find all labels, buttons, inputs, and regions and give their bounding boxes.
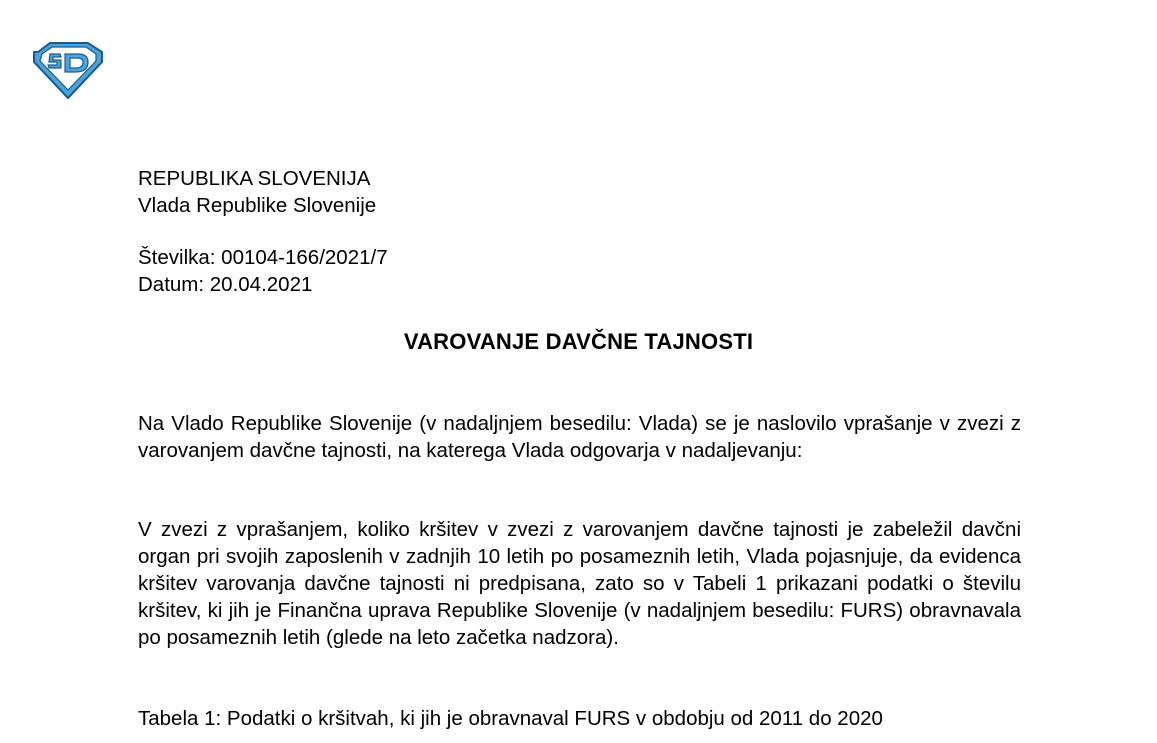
republic-name: REPUBLIKA SLOVENIJA <box>138 167 371 190</box>
document-number: Številka: 00104-166/2021/7 <box>138 246 388 269</box>
document-date: Datum: 20.04.2021 <box>138 273 313 296</box>
sd-diamond-logo-icon <box>30 40 106 100</box>
header-block <box>138 165 376 219</box>
sd-logo <box>30 40 106 100</box>
paragraph-intro: Na Vlado Republike Slovenije (v nadaljnjem besedilu: Vlada) se je naslovilo vprašanje v zvezi z varovanjem davčne tajnosti, na katerega Vlada odgovarja v nadaljevanju: <box>138 412 1021 462</box>
government-name: Vlada Republike Slovenije <box>138 194 377 217</box>
document-title: VAROVANJE DAVČNE TAJNOSTI <box>403 329 754 354</box>
paragraph-answer: V zvezi z vprašanjem, koliko kršitev v zvezi z varovanjem davčne tajnosti je zabeležil davčni organ pri svojih zaposlenih v zadnjih 10 letih po posameznih letih, Vlada pojasnjuje, da evidenca kršitev varovanja davčne tajnosti ni predpisana, zato so v Tabeli 1 prikazani podatki o številu kršitev, ki jih je Finančna uprava Republike Slovenije (v nadaljnjem besedilu: FURS) obravnavala po posameznih letih (glede na leto začetka nadzora). <box>138 518 1021 649</box>
table-caption: Tabela 1: Podatki o kršitvah, ki jih je obravnaval FURS v obdobju od 2011 do 2020 <box>138 707 883 730</box>
reference-block <box>138 244 388 298</box>
